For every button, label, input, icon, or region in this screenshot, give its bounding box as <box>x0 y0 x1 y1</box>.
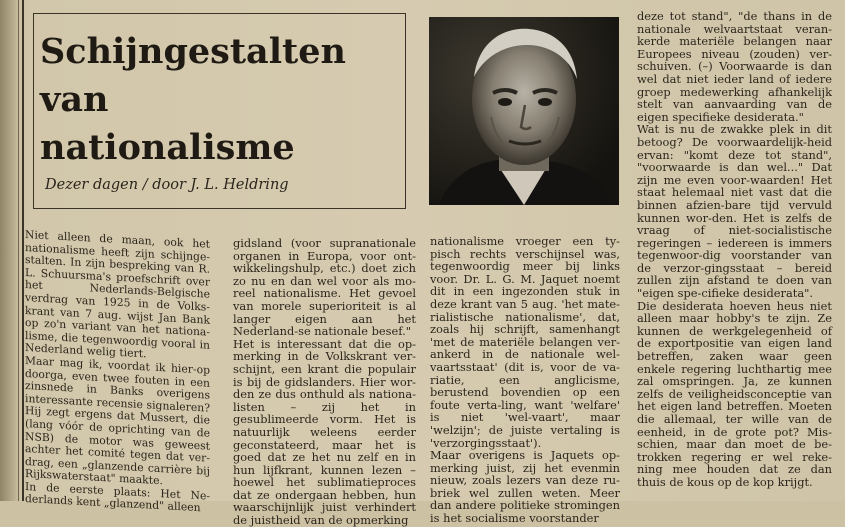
headline <box>40 28 370 172</box>
article-column-1: Niet alleen de maan, ook het nationalisme heeft zijn schijnge-stalten. In zijn bespreking van R. L. Schuursma's proefschrift over het Nederlands-Belgische verdrag van 1925 in de Volks-krant van 7 aug. wijst Jan Bank op zo'n variant van het nationa-lisme, die tegenwoordig vooral in Nederland welig tiert. Maar mag ik, voordat ik hier-op doorga, even twee fouten in een zinsnede in Banks overigens interessante recensie signaleren? Hij zegt ergens dat Mussert, die (lang vóór de oprichting van de NSB) de motor was geweest achter het comité tegen dat ver-drag, een „glanzende carrière bij Rijkswaterstaat" maakte. In de eerste plaats: Het Ne-derlands kent „glanzend" alleen <box>25 228 210 515</box>
page-gutter <box>0 0 19 501</box>
headline-line-2: van nationalisme <box>40 79 295 168</box>
portrait-image <box>429 17 619 205</box>
headline-line-1: Schijngestalten <box>40 31 346 72</box>
portrait-photo <box>429 17 619 205</box>
article-column-4: deze tot stand", "de thans in de nationale welvaartstaat veran-kerde materiële belangen naar Europees niveau (zouden) ver-schuiven. (–) Voorwaarde is dan wel dat niet ieder land of iedere groep medewerking afhankelijk stelt van aanvaarding van de eigen specifieke desiderata." Wat is nu de zwakke plek in dit betoog? De voorwaardelijk-heid ervan: "komt deze tot stand", "voorwaarde is dan wel..." Dat zijn me even voor-waarden! Het staat helemaal niet vast dat die binnen afzien-bare tijd vervuld kunnen wor-den. Het is zelfs de vraag of niet-socialistische regeringen – iedereen is immers tegenwoor-dig voorstander van de verzor-gingsstaat – bereid zullen zijn afstand te doen van "eigen spe-cifieke desiderata". Die desiderata hoeven heus niet alleen maar hobby's te zijn. Ze kunnen de werkgelegenheid of de exportpositie van eigen land betreffen, zaken waar geen enkele regering luchthartig mee zal omspringen. Ja, ze kunnen zelfs de veiligheidsconceptie van het eigen land betreffen. Moeten die allemaal, ter wille van de eenheid, in de grote pot? Mis-schien, maar dan moet de be-trokken regering er wel reke-ning mee houden dat ze dan thuis de kous op de kop krijgt. <box>637 9 832 489</box>
article-column-2: gidsland (voor supranationale organen in Europa, voor ont-wikkelingshulp, etc.) doet zich zo nu en dan wel voor als mo-reel nationalisme. Het gevoel van morele superioriteit is al langer eigen aan het Nederland-se nationale besef." Het is interessant dat die op-merking in de Volkskrant ver-schijnt, een krant die populair is bij de gidslanders. Hier wor-den ze dus onthuld als nationa-listen – zij het in gesublimeerde vorm. Het is natuurlijk weleens eerder geconstateerd, maar het is goed dat ze het nu zelf en in hun lijfkrant, kunnen lezen – hoewel het sublimatieproces dat ze ondergaan hebben, hun waarschijnlijk juist verhindert de juistheid van de opmerking <box>233 236 416 527</box>
column-rule <box>22 0 24 501</box>
article-column-3: nationalisme vroeger een ty-pisch rechts verschijnsel was, tegenwoordig meer bij links voor. Dr. L. G. M. Jaquet noemt dit in een ingezonden stuk in deze krant van 5 aug. 'het mate-rialistische nationalisme', dat, zoals hij schrijft, samenhangt 'met de materiële belangen ver-ankerd in de nationale wel-vaartsstaat' (dit is, voor de va-riatie, een anglicisme, berustend bovendien op een foute verta-ling, want 'welfare' is niet 'wel-vaart', maar 'welzijn'; de juiste vertaling is 'verzorgingsstaat'). Maar overigens is Jaquets op-merking juist, zij het evenmin nieuw, zoals lezers van deze ru-briek wel zullen weten. Meer dan andere politieke stromingen is het socialisme voorstander <box>430 234 620 526</box>
byline: Dezer dagen / door J. L. Heldring <box>45 177 289 193</box>
